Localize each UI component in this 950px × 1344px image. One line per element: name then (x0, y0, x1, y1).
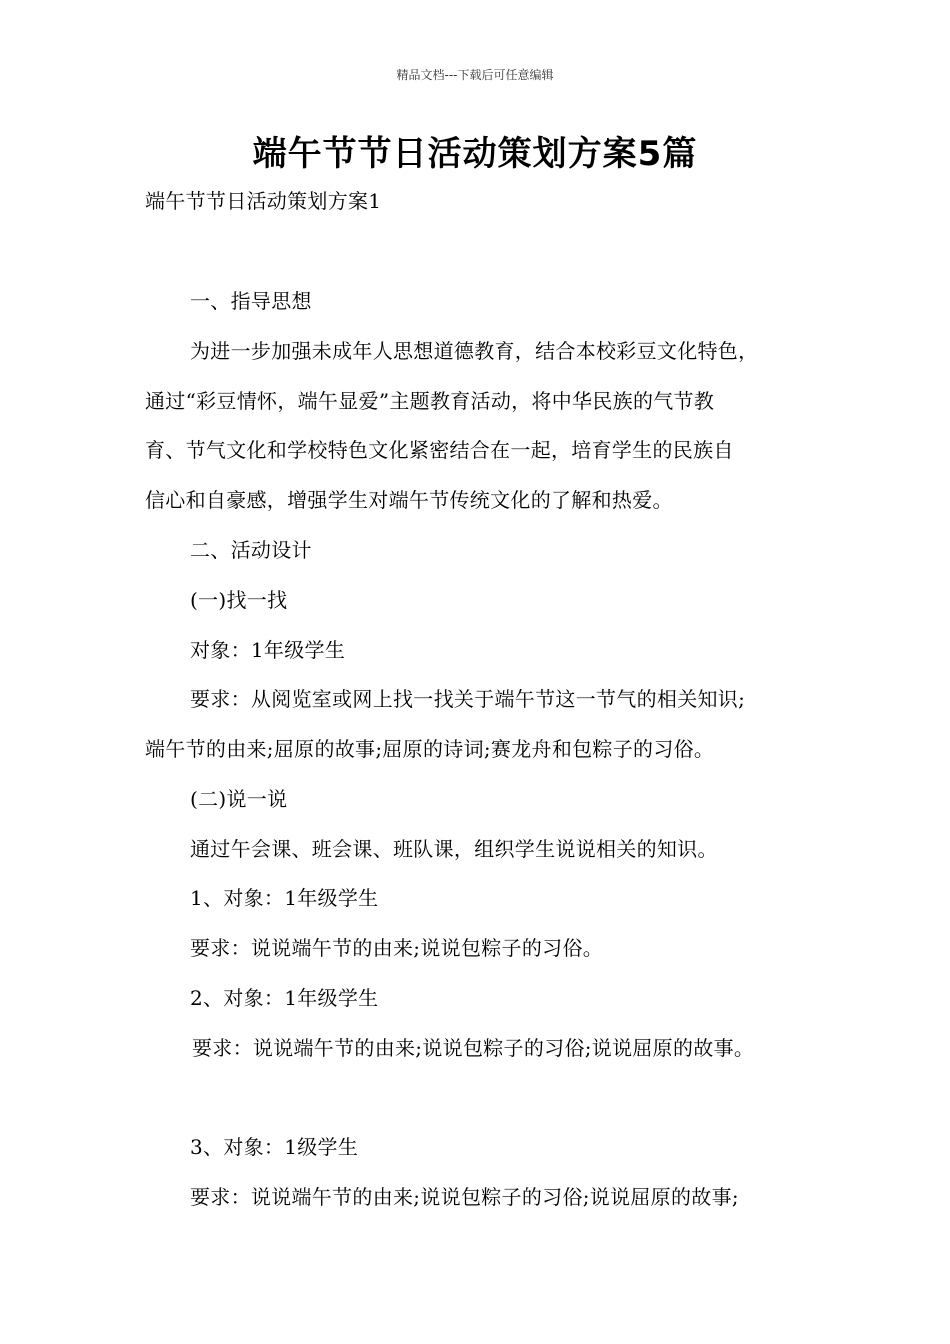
paragraph-line: 要求：说说端午节的由来;说说包粽子的习俗。 (190, 936, 604, 960)
subheading-say: (二)说一说 (190, 787, 288, 811)
section-subtitle: 端午节节日活动策划方案1 (145, 189, 382, 213)
heading-guiding-thought: 一、指导思想 (190, 289, 312, 313)
document-title: 端午节节日活动策划方案5篇 (252, 134, 698, 174)
paragraph-line: 要求：从阅览室或网上找一找关于端午节这一节气的相关知识; (190, 687, 746, 711)
paragraph-line: 通过午会课、班会课、班队课，组织学生说说相关的知识。 (190, 837, 718, 861)
paragraph-line: 要求：说说端午节的由来;说说包粽子的习俗;说说屈原的故事; (190, 1185, 739, 1209)
subheading-find: (一)找一找 (190, 588, 288, 612)
header-note: 精品文档---下载后可任意编辑 (396, 68, 554, 82)
paragraph-line: 3、对象：1级学生 (190, 1135, 359, 1159)
paragraph-line: 通过“彩豆情怀，端午显爱”主题教育活动，将中华民族的气节教 (145, 389, 715, 413)
paragraph-line: 对象：1年级学生 (190, 638, 346, 662)
paragraph-line: 2、对象：1年级学生 (190, 986, 379, 1010)
paragraph-line: 为进一步加强未成年人思想道德教育，结合本校彩豆文化特色， (190, 339, 759, 363)
paragraph-line: 要求：说说端午节的由来;说说包粽子的习俗;说说屈原的故事。 (192, 1036, 755, 1060)
paragraph-line: 端午节的由来;屈原的故事;屈原的诗词;赛龙舟和包粽子的习俗。 (145, 737, 715, 761)
paragraph-line: 1、对象：1年级学生 (190, 886, 379, 910)
paragraph-line: 育、节气文化和学校特色文化紧密结合在一起，培育学生的民族自 (145, 438, 734, 462)
heading-activity-design: 二、活动设计 (190, 538, 312, 562)
paragraph-line: 信心和自豪感，增强学生对端午节传统文化的了解和热爱。 (145, 488, 673, 512)
